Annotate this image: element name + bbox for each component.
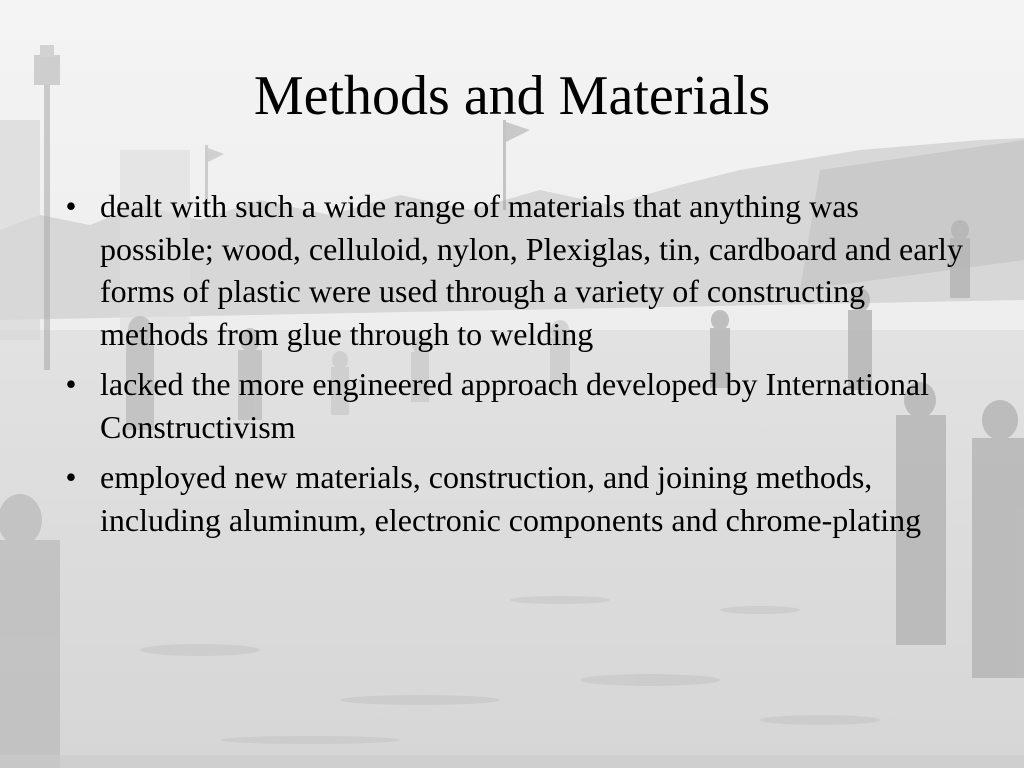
bullet-item [56,363,971,448]
bullet-text: employed new materials, construction, and joining methods, including aluminum, electronic components and chrome-plating [100,459,922,538]
bullet-item [56,185,971,355]
bullet-text: lacked the more engineered approach developed by International Constructivism [100,366,929,445]
bullet-icon: • [65,366,77,402]
bullet-item [56,456,971,541]
slide-title: Methods and Materials [253,65,771,127]
bullet-icon: • [65,188,77,224]
bullet-text: dealt with such a wide range of materials that anything was possible; wood, celluloid, nylon, Plexiglas, tin, cardboard and early forms of plastic were used through a variety of constructing methods from glue through to welding [100,188,963,352]
bullet-icon: • [65,459,77,495]
bullet-list [56,185,971,549]
